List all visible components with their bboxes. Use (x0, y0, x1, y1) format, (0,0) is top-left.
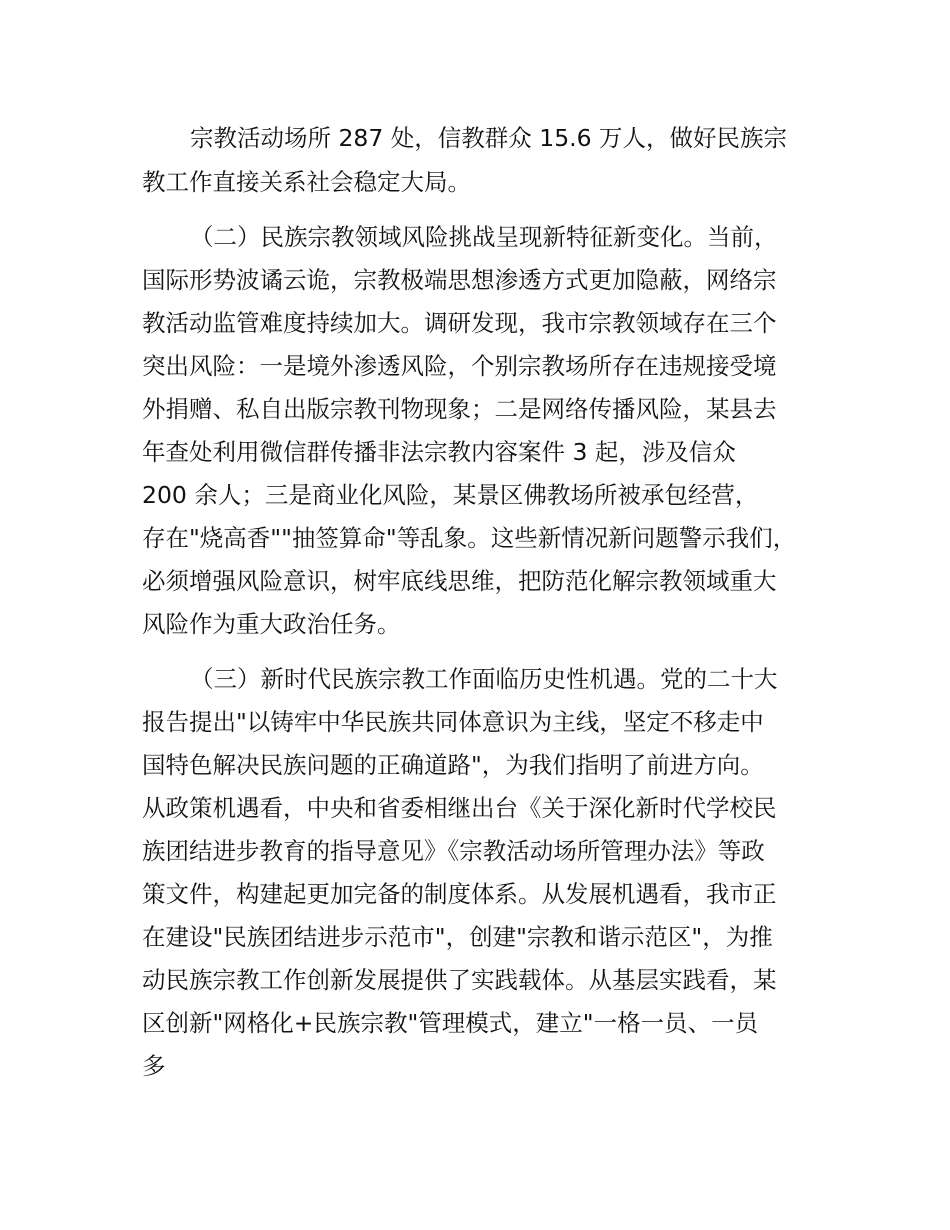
paragraph-2-line-5: 外捐赠、私自出版宗教刊物现象；二是网络传播风险，某县去 (142, 395, 777, 423)
paragraph-2-line-7: 200 余人；三是商业化风险，某景区佛教场所被承包经营， (142, 481, 759, 509)
paragraph-3-line-9: 区创新"网格化+民族宗教"管理模式，建立"一格一员、一员 (142, 1009, 759, 1037)
paragraph-2-line-9: 必须增强风险意识，树牢底线思维，把防范化解宗教领域重大 (142, 567, 777, 595)
paragraph-3-line-2: 报告提出"以铸牢中华民族共同体意识为主线，坚定不移走中 (142, 708, 764, 736)
paragraph-3-line-6: 策文件，构建起更加完备的制度体系。从发展机遇看，我市正 (142, 880, 777, 908)
paragraph-2-line-10: 风险作为重大政治任务。 (142, 610, 401, 638)
paragraph-2-line-4: 突出风险：一是境外渗透风险，个别宗教场所存在违规接受境 (142, 352, 777, 380)
paragraph-3-line-8: 动民族宗教工作创新发展提供了实践载体。从基层实践看，某 (142, 966, 777, 994)
paragraph-3-line-10: 多 (142, 1052, 166, 1080)
paragraph-2-line-2: 国际形势波谲云诡，宗教极端思想渗透方式更加隐蔽，网络宗 (142, 266, 777, 294)
paragraph-3-line-4: 从政策机遇看，中央和省委相继出台《关于深化新时代学校民 (142, 794, 777, 822)
paragraph-1-line-1: 宗教活动场所 287 处，信教群众 15.6 万人，做好民族宗 (190, 124, 788, 152)
paragraph-3-line-3: 国特色解决民族问题的正确道路"，为我们指明了前进方向。 (142, 751, 764, 779)
paragraph-2-line-6: 年查处利用微信群传播非法宗教内容案件 3 起，涉及信众 (142, 438, 736, 466)
paragraph-2-line-3: 教活动监管难度持续加大。调研发现，我市宗教领域存在三个 (142, 309, 777, 337)
paragraph-2-line-8: 存在"烧高香""抽签算命"等乱象。这些新情况新问题警示我们， (142, 524, 797, 552)
paragraph-2-line-1: （二）民族宗教领域风险挑战呈现新特征新变化。当前， (190, 223, 778, 251)
paragraph-3-line-1: （三）新时代民族宗教工作面临历史性机遇。党的二十大 (190, 665, 778, 693)
paragraph-1-line-2: 教工作直接关系社会稳定大局。 (142, 168, 471, 196)
paragraph-3-line-7: 在建设"民族团结进步示范市"，创建"宗教和谐示范区"，为推 (142, 923, 773, 951)
paragraph-3-line-5: 族团结进步教育的指导意见》《宗教活动场所管理办法》等政 (142, 837, 765, 865)
